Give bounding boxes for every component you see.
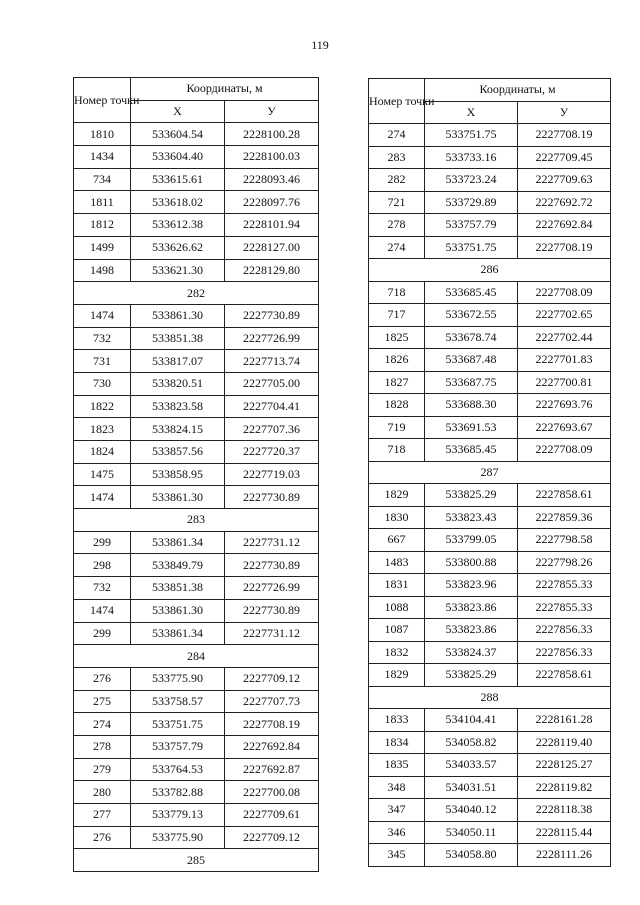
- y-coordinate-cell: 2228101.94: [225, 214, 319, 237]
- table-row: [369, 146, 611, 169]
- point-number-cell: 280: [74, 781, 131, 804]
- x-coordinate-cell: 533775.90: [131, 826, 225, 849]
- header-y: У: [518, 101, 611, 124]
- table-row: [74, 577, 319, 600]
- table-row: [369, 574, 611, 597]
- section-label: 282: [74, 282, 319, 305]
- table-row: [74, 236, 319, 259]
- x-coordinate-cell: 533621.30: [131, 259, 225, 282]
- table-row: [74, 758, 319, 781]
- point-number-cell: 345: [369, 844, 425, 867]
- point-number-cell: 1823: [74, 418, 131, 441]
- header-y: У: [225, 100, 319, 123]
- x-coordinate-cell: 533751.75: [131, 713, 225, 736]
- y-coordinate-cell: 2227709.63: [518, 169, 611, 192]
- point-number-cell: 274: [369, 124, 425, 147]
- table-row: [74, 622, 319, 645]
- table-row: [369, 754, 611, 777]
- y-coordinate-cell: 2227856.33: [518, 641, 611, 664]
- table-row: [369, 349, 611, 372]
- x-coordinate-cell: 533672.55: [425, 304, 518, 327]
- point-number-cell: 283: [369, 146, 425, 169]
- section-label: 285: [74, 849, 319, 872]
- y-coordinate-cell: 2228093.46: [225, 168, 319, 191]
- table-row: [74, 667, 319, 690]
- header-x: X: [131, 100, 225, 123]
- table-row: [369, 236, 611, 259]
- point-number-cell: 1475: [74, 463, 131, 486]
- table-row: [369, 551, 611, 574]
- point-number-cell: 1810: [74, 123, 131, 146]
- x-coordinate-cell: 533800.88: [425, 551, 518, 574]
- y-coordinate-cell: 2228125.27: [518, 754, 611, 777]
- x-coordinate-cell: 534058.80: [425, 844, 518, 867]
- table-row: [369, 776, 611, 799]
- table-row: [74, 327, 319, 350]
- section-label: 284: [74, 645, 319, 668]
- y-coordinate-cell: 2228119.40: [518, 731, 611, 754]
- x-coordinate-cell: 533779.13: [131, 804, 225, 827]
- y-coordinate-cell: 2227707.36: [225, 418, 319, 441]
- y-coordinate-cell: 2228119.82: [518, 776, 611, 799]
- header-coordinates: Координаты, м: [425, 79, 611, 102]
- y-coordinate-cell: 2227730.89: [225, 304, 319, 327]
- coordinates-table-left: [73, 77, 319, 872]
- point-number-cell: 1833: [369, 709, 425, 732]
- table-row: [74, 214, 319, 237]
- point-number-cell: 278: [369, 214, 425, 237]
- section-row: [74, 645, 319, 668]
- table-row: [74, 690, 319, 713]
- y-coordinate-cell: 2227692.87: [225, 758, 319, 781]
- x-coordinate-cell: 533820.51: [131, 372, 225, 395]
- y-coordinate-cell: 2227693.76: [518, 394, 611, 417]
- point-number-cell: 1829: [369, 484, 425, 507]
- section-label: 287: [369, 461, 611, 484]
- x-coordinate-cell: 533604.54: [131, 123, 225, 146]
- table-row: [369, 664, 611, 687]
- table-row: [369, 529, 611, 552]
- y-coordinate-cell: 2227731.12: [225, 531, 319, 554]
- section-row: [369, 686, 611, 709]
- y-coordinate-cell: 2227705.00: [225, 372, 319, 395]
- x-coordinate-cell: 533861.34: [131, 531, 225, 554]
- point-number-cell: 1483: [369, 551, 425, 574]
- x-coordinate-cell: 533849.79: [131, 554, 225, 577]
- point-number-cell: 1498: [74, 259, 131, 282]
- table-row: [74, 304, 319, 327]
- y-coordinate-cell: 2227700.81: [518, 371, 611, 394]
- point-number-cell: 1434: [74, 146, 131, 169]
- x-coordinate-cell: 533823.86: [425, 596, 518, 619]
- table-row: [369, 821, 611, 844]
- table-row: [369, 844, 611, 867]
- x-coordinate-cell: 533751.75: [425, 236, 518, 259]
- point-number-cell: 274: [74, 713, 131, 736]
- table-body-left: [74, 123, 319, 872]
- y-coordinate-cell: 2227856.33: [518, 619, 611, 642]
- point-number-cell: 274: [369, 236, 425, 259]
- point-number-cell: 1087: [369, 619, 425, 642]
- table-row: [369, 731, 611, 754]
- y-coordinate-cell: 2227708.19: [518, 236, 611, 259]
- table-row: [369, 596, 611, 619]
- x-coordinate-cell: 533729.89: [425, 191, 518, 214]
- y-coordinate-cell: 2227859.36: [518, 506, 611, 529]
- point-number-cell: 277: [74, 804, 131, 827]
- point-number-cell: 1499: [74, 236, 131, 259]
- table-body-right: [369, 124, 611, 867]
- table-row: [74, 804, 319, 827]
- x-coordinate-cell: 533823.86: [425, 619, 518, 642]
- x-coordinate-cell: 533751.75: [425, 124, 518, 147]
- x-coordinate-cell: 533758.57: [131, 690, 225, 713]
- page-number: 119: [311, 38, 329, 52]
- y-coordinate-cell: 2227730.89: [225, 599, 319, 622]
- table-row: [369, 799, 611, 822]
- x-coordinate-cell: 533824.15: [131, 418, 225, 441]
- y-coordinate-cell: 2227708.19: [518, 124, 611, 147]
- table-row: [74, 395, 319, 418]
- x-coordinate-cell: 533626.62: [131, 236, 225, 259]
- x-coordinate-cell: 533857.56: [131, 441, 225, 464]
- point-number-cell: 1474: [74, 599, 131, 622]
- y-coordinate-cell: 2228115.44: [518, 821, 611, 844]
- point-number-cell: 279: [74, 758, 131, 781]
- header-point-number: Номер точки: [369, 79, 425, 124]
- point-number-cell: 1811: [74, 191, 131, 214]
- x-coordinate-cell: 533851.38: [131, 327, 225, 350]
- y-coordinate-cell: 2228127.00: [225, 236, 319, 259]
- y-coordinate-cell: 2227701.83: [518, 349, 611, 372]
- table-row: [369, 326, 611, 349]
- point-number-cell: 347: [369, 799, 425, 822]
- table-row: [369, 169, 611, 192]
- x-coordinate-cell: 533824.37: [425, 641, 518, 664]
- point-number-cell: 732: [74, 577, 131, 600]
- point-number-cell: 1832: [369, 641, 425, 664]
- section-row: [74, 849, 319, 872]
- coordinates-table-right: [368, 78, 611, 867]
- y-coordinate-cell: 2227693.67: [518, 416, 611, 439]
- x-coordinate-cell: 533825.29: [425, 484, 518, 507]
- point-number-cell: 667: [369, 529, 425, 552]
- y-coordinate-cell: 2227720.37: [225, 441, 319, 464]
- table-row: [74, 486, 319, 509]
- section-row: [369, 259, 611, 282]
- y-coordinate-cell: 2228111.26: [518, 844, 611, 867]
- section-label: 288: [369, 686, 611, 709]
- point-number-cell: 1812: [74, 214, 131, 237]
- y-coordinate-cell: 2227708.19: [225, 713, 319, 736]
- y-coordinate-cell: 2228118.38: [518, 799, 611, 822]
- y-coordinate-cell: 2227730.89: [225, 554, 319, 577]
- point-number-cell: 732: [74, 327, 131, 350]
- table-row: [369, 214, 611, 237]
- table-row: [369, 641, 611, 664]
- x-coordinate-cell: 533687.48: [425, 349, 518, 372]
- point-number-cell: 1824: [74, 441, 131, 464]
- x-coordinate-cell: 533823.58: [131, 395, 225, 418]
- point-number-cell: 721: [369, 191, 425, 214]
- x-coordinate-cell: 533612.38: [131, 214, 225, 237]
- x-coordinate-cell: 533817.07: [131, 350, 225, 373]
- x-coordinate-cell: 533678.74: [425, 326, 518, 349]
- y-coordinate-cell: 2227855.33: [518, 574, 611, 597]
- table-row: [369, 124, 611, 147]
- point-number-cell: 1474: [74, 304, 131, 327]
- point-number-cell: 1826: [369, 349, 425, 372]
- table-row: [74, 463, 319, 486]
- table-row: [369, 191, 611, 214]
- table-row: [74, 531, 319, 554]
- y-coordinate-cell: 2227692.72: [518, 191, 611, 214]
- section-row: [74, 282, 319, 305]
- point-number-cell: 731: [74, 350, 131, 373]
- table-row: [369, 394, 611, 417]
- point-number-cell: 1835: [369, 754, 425, 777]
- table-row: [369, 371, 611, 394]
- point-number-cell: 1822: [74, 395, 131, 418]
- y-coordinate-cell: 2227858.61: [518, 664, 611, 687]
- table-row: [74, 418, 319, 441]
- point-number-cell: 719: [369, 416, 425, 439]
- y-coordinate-cell: 2227702.65: [518, 304, 611, 327]
- table-row: [74, 554, 319, 577]
- x-coordinate-cell: 533782.88: [131, 781, 225, 804]
- header-point-number: Номер точки: [74, 78, 131, 123]
- header-x: X: [425, 101, 518, 124]
- x-coordinate-cell: 533685.45: [425, 439, 518, 462]
- point-number-cell: 299: [74, 531, 131, 554]
- y-coordinate-cell: 2227730.89: [225, 486, 319, 509]
- x-coordinate-cell: 533851.38: [131, 577, 225, 600]
- x-coordinate-cell: 533861.30: [131, 304, 225, 327]
- table-row: [74, 781, 319, 804]
- point-number-cell: 1830: [369, 506, 425, 529]
- y-coordinate-cell: 2227700.08: [225, 781, 319, 804]
- x-coordinate-cell: 533775.90: [131, 667, 225, 690]
- y-coordinate-cell: 2227855.33: [518, 596, 611, 619]
- x-coordinate-cell: 533733.16: [425, 146, 518, 169]
- x-coordinate-cell: 533691.53: [425, 416, 518, 439]
- x-coordinate-cell: 533615.61: [131, 168, 225, 191]
- x-coordinate-cell: 533757.79: [425, 214, 518, 237]
- x-coordinate-cell: 533688.30: [425, 394, 518, 417]
- x-coordinate-cell: 533825.29: [425, 664, 518, 687]
- point-number-cell: 718: [369, 281, 425, 304]
- x-coordinate-cell: 534031.51: [425, 776, 518, 799]
- x-coordinate-cell: 533723.24: [425, 169, 518, 192]
- table-row: [74, 350, 319, 373]
- table-row: [74, 441, 319, 464]
- x-coordinate-cell: 534033.57: [425, 754, 518, 777]
- table-row: [74, 191, 319, 214]
- y-coordinate-cell: 2228100.28: [225, 123, 319, 146]
- y-coordinate-cell: 2227709.12: [225, 667, 319, 690]
- point-number-cell: 298: [74, 554, 131, 577]
- point-number-cell: 1474: [74, 486, 131, 509]
- point-number-cell: 717: [369, 304, 425, 327]
- x-coordinate-cell: 533861.30: [131, 599, 225, 622]
- point-number-cell: 1834: [369, 731, 425, 754]
- table-row: [369, 416, 611, 439]
- section-label: 283: [74, 509, 319, 532]
- y-coordinate-cell: 2227702.44: [518, 326, 611, 349]
- x-coordinate-cell: 533685.45: [425, 281, 518, 304]
- table-row: [74, 599, 319, 622]
- point-number-cell: 276: [74, 826, 131, 849]
- x-coordinate-cell: 533604.40: [131, 146, 225, 169]
- point-number-cell: 1088: [369, 596, 425, 619]
- y-coordinate-cell: 2227707.73: [225, 690, 319, 713]
- point-number-cell: 730: [74, 372, 131, 395]
- point-number-cell: 1828: [369, 394, 425, 417]
- x-coordinate-cell: 533858.95: [131, 463, 225, 486]
- section-row: [369, 461, 611, 484]
- y-coordinate-cell: 2227709.12: [225, 826, 319, 849]
- x-coordinate-cell: 534104.41: [425, 709, 518, 732]
- section-label: 286: [369, 259, 611, 282]
- point-number-cell: 1829: [369, 664, 425, 687]
- table-row: [369, 506, 611, 529]
- y-coordinate-cell: 2227726.99: [225, 577, 319, 600]
- y-coordinate-cell: 2227726.99: [225, 327, 319, 350]
- x-coordinate-cell: 534058.82: [425, 731, 518, 754]
- point-number-cell: 282: [369, 169, 425, 192]
- point-number-cell: 276: [74, 667, 131, 690]
- y-coordinate-cell: 2227709.45: [518, 146, 611, 169]
- table-row: [74, 826, 319, 849]
- x-coordinate-cell: 533823.43: [425, 506, 518, 529]
- table-row: [74, 146, 319, 169]
- y-coordinate-cell: 2227719.03: [225, 463, 319, 486]
- point-number-cell: 275: [74, 690, 131, 713]
- x-coordinate-cell: 533618.02: [131, 191, 225, 214]
- point-number-cell: 348: [369, 776, 425, 799]
- y-coordinate-cell: 2228161.28: [518, 709, 611, 732]
- table-row: [74, 259, 319, 282]
- table-row: [369, 281, 611, 304]
- y-coordinate-cell: 2227708.09: [518, 439, 611, 462]
- x-coordinate-cell: 533799.05: [425, 529, 518, 552]
- point-number-cell: 718: [369, 439, 425, 462]
- table-row: [369, 484, 611, 507]
- point-number-cell: 734: [74, 168, 131, 191]
- point-number-cell: 299: [74, 622, 131, 645]
- x-coordinate-cell: 533861.34: [131, 622, 225, 645]
- point-number-cell: 346: [369, 821, 425, 844]
- y-coordinate-cell: 2227692.84: [518, 214, 611, 237]
- x-coordinate-cell: 534050.11: [425, 821, 518, 844]
- y-coordinate-cell: 2228097.76: [225, 191, 319, 214]
- table-row: [369, 709, 611, 732]
- point-number-cell: 1825: [369, 326, 425, 349]
- y-coordinate-cell: 2227704.41: [225, 395, 319, 418]
- y-coordinate-cell: 2227731.12: [225, 622, 319, 645]
- y-coordinate-cell: 2227708.09: [518, 281, 611, 304]
- table-row: [369, 439, 611, 462]
- table-row: [74, 372, 319, 395]
- table-row: [369, 304, 611, 327]
- table-row: [74, 168, 319, 191]
- point-number-cell: 1831: [369, 574, 425, 597]
- x-coordinate-cell: 533861.30: [131, 486, 225, 509]
- x-coordinate-cell: 533757.79: [131, 735, 225, 758]
- point-number-cell: 278: [74, 735, 131, 758]
- y-coordinate-cell: 2227713.74: [225, 350, 319, 373]
- y-coordinate-cell: 2228100.03: [225, 146, 319, 169]
- x-coordinate-cell: 533764.53: [131, 758, 225, 781]
- x-coordinate-cell: 533823.96: [425, 574, 518, 597]
- table-row: [74, 735, 319, 758]
- y-coordinate-cell: 2227692.84: [225, 735, 319, 758]
- y-coordinate-cell: 2227798.26: [518, 551, 611, 574]
- point-number-cell: 1827: [369, 371, 425, 394]
- header-coordinates: Координаты, м: [131, 78, 319, 101]
- table-row: [74, 713, 319, 736]
- section-row: [74, 509, 319, 532]
- y-coordinate-cell: 2227798.58: [518, 529, 611, 552]
- x-coordinate-cell: 534040.12: [425, 799, 518, 822]
- table-row: [74, 123, 319, 146]
- y-coordinate-cell: 2227858.61: [518, 484, 611, 507]
- y-coordinate-cell: 2228129.80: [225, 259, 319, 282]
- y-coordinate-cell: 2227709.61: [225, 804, 319, 827]
- x-coordinate-cell: 533687.75: [425, 371, 518, 394]
- table-row: [369, 619, 611, 642]
